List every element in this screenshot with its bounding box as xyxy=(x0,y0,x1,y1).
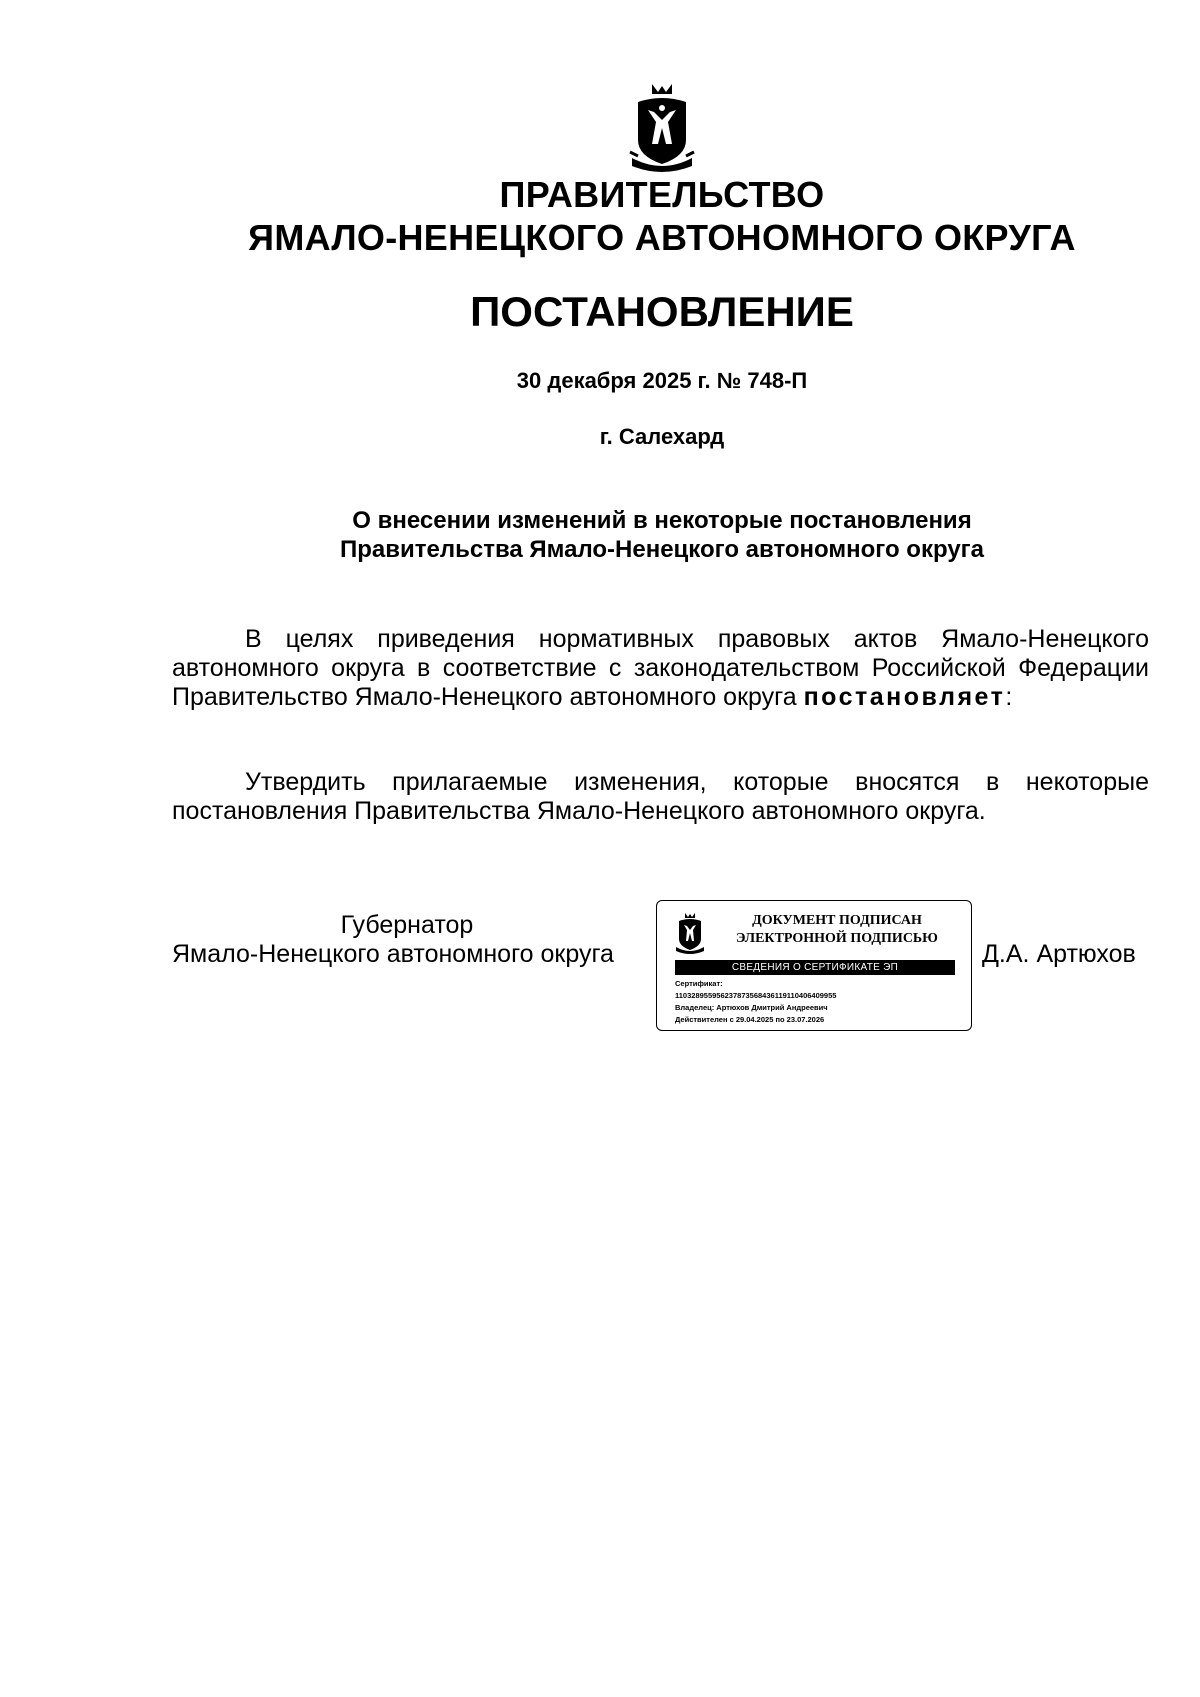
resolution-paragraph: Утвердить прилагаемые изменения, которые вносятся в некоторые постановления Правительства Ямало-Ненецкого автономного округа. xyxy=(172,768,1149,825)
government-title-line2: ЯМАЛО-НЕНЕЦКОГО АВТОНОМНОГО ОКРУГА xyxy=(248,217,1076,258)
stamp-validity: Действителен с 29.04.2025 по 23.07.2026 xyxy=(675,1015,825,1024)
stamp-title-line2: ЭЛЕКТРОННОЙ ПОДПИСЬЮ xyxy=(736,931,938,946)
preamble-text: В целях приведения нормативных правовых актов Ямало-Ненецкого автономного округа в соответствие с законодательством Российской Федерации Правительство Ямало-Ненецкого автономного округа xyxy=(172,625,1149,711)
stamp-title-line1: ДОКУМЕНТ ПОДПИСАН xyxy=(752,913,922,928)
signatory-position-line2: Ямало-Ненецкого автономного округа xyxy=(172,940,614,968)
document-subject xyxy=(0,506,1200,564)
document-type: ПОСТАНОВЛЕНИЕ xyxy=(470,288,854,335)
document-date-number: 30 декабря 2025 г. № 748-П xyxy=(516,368,808,393)
signatory-position xyxy=(172,911,642,969)
preamble-colon: : xyxy=(1005,683,1013,711)
coat-of-arms-icon xyxy=(628,82,696,174)
stamp-certificate-number: 11032895595623787356843611911040640995​5 xyxy=(675,991,837,1000)
subject-line2: Правительства Ямало-Ненецкого автономного округа xyxy=(339,536,985,563)
subject-line1: О внесении изменений в некоторые постановления xyxy=(352,507,972,534)
stamp-certificate-info xyxy=(675,978,965,1026)
resolves-keyword: постановляет xyxy=(803,683,1006,711)
stamp-title xyxy=(717,912,957,948)
preamble-paragraph xyxy=(172,625,1149,712)
electronic-signature-stamp xyxy=(656,900,972,1031)
stamp-coat-of-arms-icon xyxy=(675,912,705,954)
stamp-owner: Владелец: Артюхов Дмитрий Андреевич xyxy=(675,1003,828,1012)
signatory-position-line1: Губернатор xyxy=(340,911,474,939)
government-title-line1: ПРАВИТЕЛЬСТВО xyxy=(499,174,825,215)
stamp-certificate-label: Сертификат: xyxy=(675,979,723,988)
signer-name: Д.А. Артюхов xyxy=(982,940,1136,968)
stamp-certificate-bar: СВЕДЕНИЯ О СЕРТИФИКАТЕ ЭП xyxy=(675,960,955,975)
document-city: г. Салехард xyxy=(599,424,725,449)
